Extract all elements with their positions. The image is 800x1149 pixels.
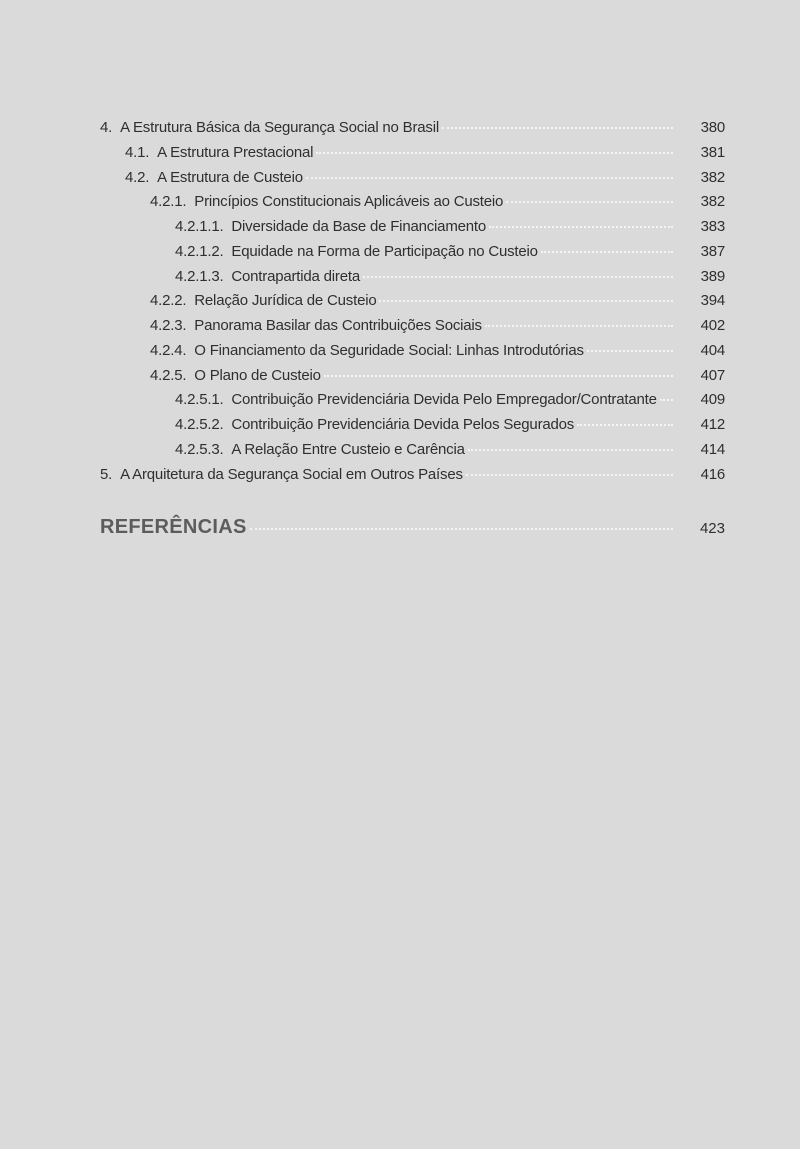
toc-number: 5.	[100, 465, 113, 483]
toc-page-number: 383	[700, 218, 725, 235]
toc-page-number: 423	[699, 520, 725, 537]
toc-entry[interactable]	[100, 119, 725, 144]
toc-number: 4.2.5.3.	[175, 440, 224, 458]
toc-entry[interactable]	[100, 367, 725, 392]
dot-leader	[485, 325, 673, 327]
toc-entry[interactable]	[100, 268, 725, 293]
toc-title: Princípios Constitucionais Aplicáveis ao Custeio	[194, 193, 504, 211]
toc-number: 4.2.4.	[150, 341, 187, 359]
toc-page-number: 416	[700, 465, 725, 483]
toc-number: 4.	[100, 119, 113, 136]
toc-entry[interactable]	[100, 317, 725, 342]
toc-number: 4.2.1.2.	[175, 242, 224, 260]
toc-entry[interactable]	[100, 144, 725, 169]
toc-page-number: 407	[700, 366, 725, 384]
toc-page-number: 409	[700, 391, 725, 409]
toc-number: 4.2.	[125, 168, 150, 186]
toc-page-number: 387	[700, 242, 725, 260]
dot-leader	[250, 528, 673, 530]
dot-leader	[466, 474, 673, 476]
toc-page-number: 414	[700, 440, 725, 458]
toc-page-number: 412	[700, 416, 725, 433]
toc-title: Equidade na Forma de Participação no Custeio	[231, 242, 538, 260]
toc-entry[interactable]	[100, 342, 725, 367]
dot-leader	[660, 399, 673, 401]
dot-leader	[379, 300, 673, 302]
toc-number: 4.2.3.	[150, 317, 187, 334]
toc-page-number: 380	[700, 119, 725, 136]
dot-leader	[489, 226, 673, 228]
toc-number: 4.1.	[125, 143, 150, 161]
dot-leader	[577, 424, 673, 426]
toc-entry[interactable]	[100, 466, 725, 491]
toc-title: O Financiamento da Seguridade Social: Linhas Introdutórias	[194, 341, 584, 359]
toc-title: Diversidade da Base de Financiamento	[231, 218, 487, 235]
toc-page-number: 381	[700, 143, 725, 161]
toc-title: Contribuição Previdenciária Devida Pelo Empregador/Contratante	[231, 391, 657, 409]
toc-page-number: 402	[700, 317, 725, 334]
toc-page-number: 389	[700, 267, 725, 285]
dot-leader	[363, 276, 673, 278]
toc-entry[interactable]	[100, 391, 725, 416]
toc-number: 4.2.5.	[150, 366, 187, 384]
toc-title: A Arquitetura da Segurança Social em Outros Países	[120, 465, 463, 483]
dot-leader	[316, 152, 673, 154]
toc-title: A Relação Entre Custeio e Carência	[231, 440, 465, 458]
toc-title: Contrapartida direta	[231, 267, 360, 285]
toc-number: 4.2.5.2.	[175, 416, 224, 433]
toc-entry[interactable]	[100, 218, 725, 243]
toc-entry[interactable]	[100, 193, 725, 218]
toc-page-number: 382	[700, 193, 725, 211]
dot-leader	[306, 177, 673, 179]
toc-title: A Estrutura de Custeio	[157, 168, 303, 186]
toc-entry[interactable]	[100, 243, 725, 268]
toc-number: 4.2.1.	[150, 193, 187, 211]
toc-entry[interactable]	[100, 169, 725, 194]
toc-number: 4.2.1.3.	[175, 267, 224, 285]
dot-leader	[468, 449, 673, 451]
toc-entry-references[interactable]	[100, 516, 725, 539]
dot-leader	[442, 127, 673, 129]
toc-number: 4.2.5.1.	[175, 391, 224, 409]
toc-number: 4.2.1.1.	[175, 218, 224, 235]
toc-title: O Plano de Custeio	[194, 366, 321, 384]
table-of-contents	[100, 119, 725, 490]
toc-entry[interactable]	[100, 292, 725, 317]
dot-leader	[541, 251, 673, 253]
dot-leader	[324, 375, 673, 377]
toc-title: Panorama Basilar das Contribuições Sociais	[194, 317, 482, 334]
toc-title: Relação Jurídica de Custeio	[194, 292, 377, 310]
toc-page-number: 394	[700, 292, 725, 310]
toc-title: Contribuição Previdenciária Devida Pelos Segurados	[231, 416, 575, 433]
toc-page-number: 382	[700, 168, 725, 186]
toc-title: A Estrutura Básica da Segurança Social no Brasil	[120, 119, 439, 136]
toc-entry[interactable]	[100, 441, 725, 466]
toc-page-number: 404	[700, 341, 725, 359]
dot-leader	[587, 350, 673, 352]
toc-title: A Estrutura Prestacional	[157, 143, 314, 161]
toc-number: 4.2.2.	[150, 292, 187, 310]
toc-entry[interactable]	[100, 416, 725, 441]
dot-leader	[506, 201, 673, 203]
references-heading: REFERÊNCIAS	[100, 516, 247, 538]
